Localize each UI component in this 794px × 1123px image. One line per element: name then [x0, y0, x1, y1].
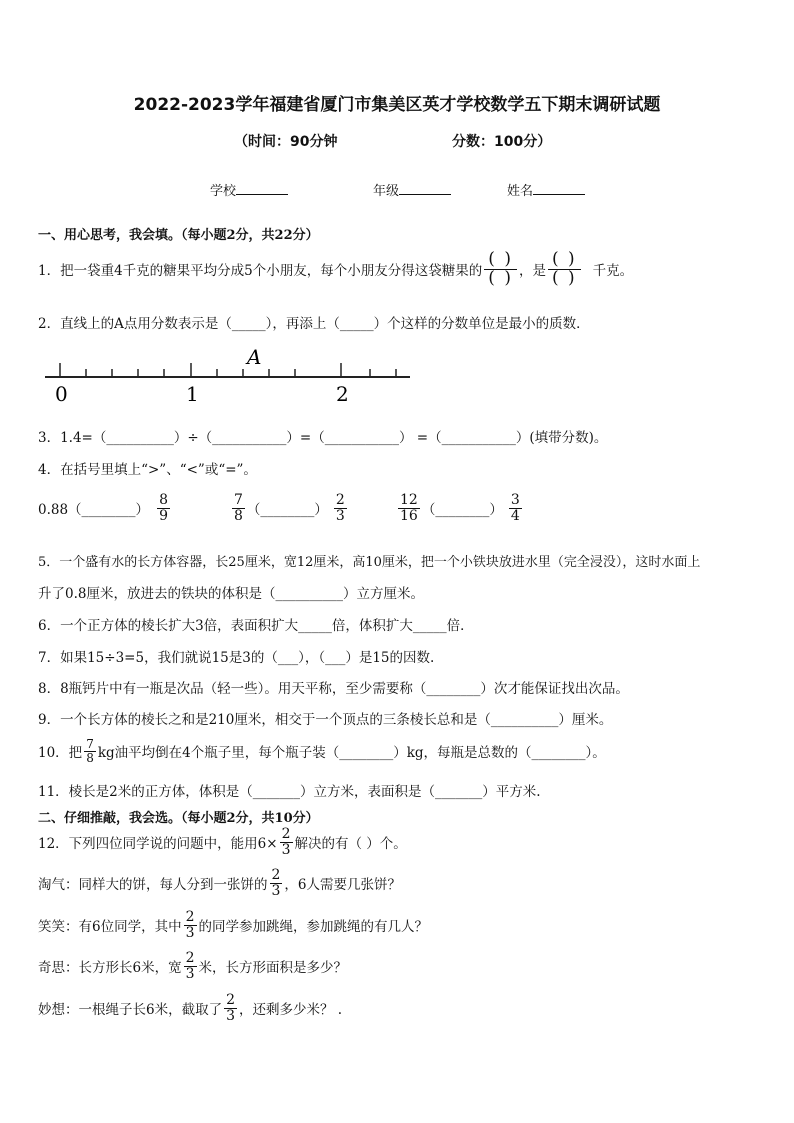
q4-c1-left: 0.88（________）	[38, 502, 150, 519]
question-6: 6．一个正方体的棱长扩大3倍，表面积扩大_____倍，体积扩大_____倍．	[38, 618, 474, 634]
q4-c3-blank[interactable]: （________）	[421, 502, 503, 519]
name-label: 姓名	[507, 184, 534, 199]
q4-c2-fraction-left: $\frac{7}{8}$	[234, 492, 243, 524]
q10-text-post: kg油平均倒在4个瓶子里，每个瓶子装（________）kg，每瓶是总数的（________）。	[97, 745, 606, 762]
number-line-figure	[40, 344, 420, 406]
question-11: 11．棱长是2米的正方体，体积是（_______）立方米，表面积是（_______）平方米.	[38, 784, 541, 800]
tick-label-2: 2	[336, 382, 349, 406]
question-5-line-2: 升了0.8厘米，放进去的铁块的体积是（__________）立方厘米。	[38, 586, 424, 602]
option-a-fraction: $\frac{2}{3}$	[271, 867, 281, 899]
question-9: 9．一个长方体的棱长之和是210厘米，相交于一个顶点的三条棱长总和是（__________）厘米。	[38, 712, 613, 728]
q12-option-qisi	[38, 951, 347, 981]
option-b-fraction: $\frac{2}{3}$	[185, 909, 195, 941]
q10-text-pre: 10．把	[38, 745, 83, 762]
section-2-heading: 二、仔细推敲，我会选。（每小题2分，共10分）	[38, 811, 319, 826]
q4-c1-fraction: $\frac{8}{9}$	[159, 492, 168, 524]
school-label: 学校	[210, 184, 237, 199]
q12-option-xiaoxiao	[38, 910, 428, 940]
question-7: 7．如果15÷3=5，我们就说15是3的（___），（___）是15的因数.	[38, 650, 435, 666]
option-a-text-post: ，6人需要几张饼？	[284, 877, 402, 894]
option-d-text-pre: 妙想：一根绳子长6米，截取了	[38, 1002, 223, 1019]
question-10	[38, 738, 606, 764]
option-c-fraction: $\frac{2}{3}$	[185, 950, 195, 982]
q4-c3-fraction-right: $\frac{3}{4}$	[510, 492, 520, 524]
question-3: 3．1.4=（__________）÷（___________）=（___________） =（___________）(填带分数)。	[38, 430, 608, 446]
question-4: 4．在括号里填上“>”、“<”或“=”。	[38, 462, 257, 478]
exam-score: 分数：100分）	[452, 134, 552, 150]
exam-time: （时间：90分钟	[234, 134, 338, 150]
q1-text-pre: 1．把一袋重4千克的糖果平均分成5个小朋友，每个小朋友分得这袋糖果的	[38, 263, 483, 280]
q1-fraction-blank-1[interactable]: $\frac{( )}{( )}$	[484, 251, 517, 288]
q12-option-taoqi	[38, 868, 401, 898]
section-1-heading: 一、用心思考，我会填。（每小题2分，共22分）	[38, 228, 319, 243]
option-a-text-pre: 淘气：同样大的饼，每人分到一张饼的	[38, 877, 268, 894]
option-c-text-post: 米，长方形面积是多少？	[198, 960, 348, 977]
tick-label-0: 0	[55, 382, 68, 406]
q12-text-post: 解决的有（ ）个。	[294, 836, 407, 853]
option-d-fraction: $\frac{2}{3}$	[226, 992, 236, 1024]
question-2: 2．直线上的A点用分数表示是（_____），再添上（_____）个这样的分数单位是最小的质数．	[38, 316, 590, 332]
option-c-text-pre: 奇思：长方形长6米，宽	[38, 960, 182, 977]
option-b-text-pre: 笑笑：有6位同学，其中	[38, 919, 182, 936]
option-b-text-post: 的同学参加跳绳，参加跳绳的有几人？	[198, 919, 429, 936]
q4-c2-blank[interactable]: （________）	[246, 502, 328, 519]
number-line-ticks	[60, 363, 396, 377]
grade-blank[interactable]	[399, 182, 451, 195]
q1-text-mid: ，是	[518, 263, 546, 280]
q12-fraction: $\frac{2}{3}$	[281, 826, 291, 858]
q4-compare-3	[396, 493, 524, 523]
question-5-line-1: 5．一个盛有水的长方体容器，长25厘米，宽12厘米，高10厘米，把一个小铁块放进水里（完全浸没），这时水面上	[38, 555, 701, 570]
q4-c3-fraction-left: $\frac{12}{16}$	[400, 492, 418, 524]
q12-text-pre: 12．下列四位同学说的问题中，能用6×	[38, 836, 278, 853]
q10-fraction: $\frac{7}{8}$	[86, 737, 94, 765]
name-field[interactable]	[507, 180, 585, 199]
question-8: 8．8瓶钙片中有一瓶是次品（轻一些）。用天平称，至少需要称（________）次才能保证找出次品。	[38, 681, 629, 697]
q4-compare-2	[230, 493, 349, 523]
q1-text-post: 千克。	[592, 263, 634, 280]
school-blank[interactable]	[236, 182, 288, 195]
name-blank[interactable]	[533, 182, 585, 195]
tick-label-1: 1	[186, 382, 199, 406]
q12-option-miaoxiang	[38, 993, 342, 1023]
q1-fraction-blank-2[interactable]: $\frac{( )}{( )}$	[548, 251, 581, 288]
grade-label: 年级	[373, 184, 400, 199]
grade-field[interactable]	[373, 180, 451, 199]
q4-compare-1	[38, 493, 172, 523]
point-a-label: A	[247, 345, 262, 369]
option-d-text-post: ，还剩多少米？ .	[239, 1002, 343, 1019]
school-field[interactable]	[210, 180, 288, 199]
q4-c2-fraction-right: $\frac{2}{3}$	[335, 492, 345, 524]
question-12	[38, 827, 407, 857]
page-title: 2022-2023学年福建省厦门市集美区英才学校数学五下期末调研试题	[133, 95, 661, 115]
question-1	[38, 251, 633, 288]
